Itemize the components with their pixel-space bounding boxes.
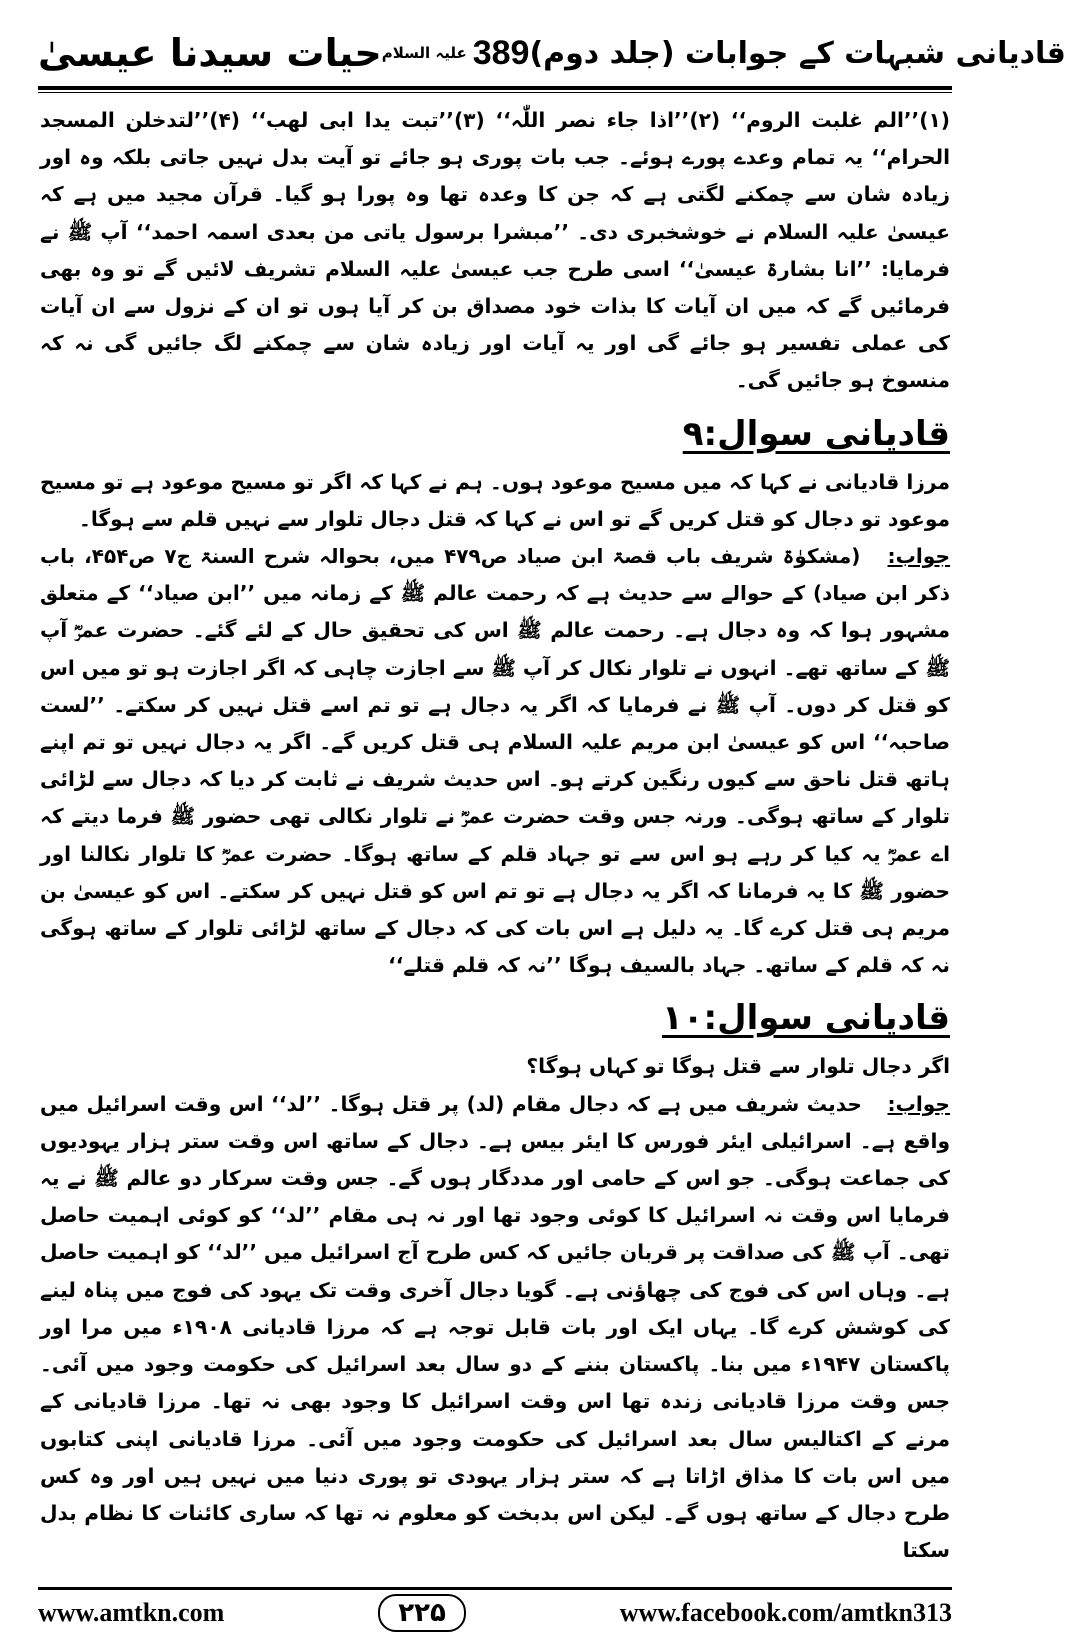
answer-10-text: حدیث شریف میں ہے کہ دجال مقام (لد) پر قتل ہوگا۔ ’’لد‘‘ اس وقت اسرائیل میں واقع ہے۔ اسرائیلی ایئر فورس کا ایئر بیس ہے۔ دجال کے ساتھ اس وقت ستر ہزار یہودیوں کی جماعت ہوگی۔ جو اس کے حامی اور مددگار ہوں گے۔ جس وقت سرکار دو عالم ﷺ نے یہ فرمایا اس وقت نہ اسرائیل کا کوئی وجود تھا اور نہ ہی مقام ’’لد‘‘ کو کوئی اہمیت حاصل تھی۔ آپ ﷺ کی صداقت پر قربان جائیں کہ کس طرح آج اسرائیل میں ’’لد‘‘ کو اہمیت حاصل ہے۔ وہاں اس کی فوج کی چھاؤنی ہے۔ گویا دجال آخری وقت تک یہود کی فوج میں پناہ لینے کی کوشش کرے گا۔ یہاں ایک اور بات قابل توجہ ہے کہ مرزا قادیانی ۱۹۰۸ء میں مرا اور پاکستان ۱۹۴۷ء میں بنا۔ پاکستان بننے کے دو سال بعد اسرائیل کی حکومت وجود میں آئی۔ جس وقت مرزا قادیانی زندہ تھا اس وقت اسرائیل کا وجود بھی نہ تھا۔ مرزا قادیانی کے مرنے کے اکتالیس سال بعد اسرائیل کی حکومت وجود میں آئی۔ مرزا قادیانی اپنی کتابوں میں اس بات کا مذاق اڑاتا ہے کہ ستر ہزار یہودی تو پوری دنیا میں نہیں ہیں اور وہ کس طرح دجال کے ساتھ ہوں گے۔ لیکن اس بدبخت کو معلوم نہ تھا کہ ساری کائنات کا نظام بدل سکتا [40, 1091, 950, 1563]
book-title: حیات سیدنا عیسیٰ [38, 31, 382, 75]
paragraph-intro: (۱)’’الم غلبت الروم‘‘ (۲)’’اذا جاء نصر اللّٰہ‘‘ (۳)’’تبت یدا ابی لھب‘‘ (۴)’’لتدخلن المسجد الحرام‘‘ یہ تمام وعدے پورے ہوئے۔ جب بات پوری ہو جائے تو آیت بدل نہیں جاتی بلکہ وہ اور زیادہ شان سے چمکنے لگتی ہے کہ جن کا وعدہ تھا وہ پورا ہو گیا۔ قرآن مجید میں ہے کہ عیسیٰ علیہ السلام نے خوشخبری دی۔ ’’مبشرا برسول یاتی من بعدی اسمہ احمد‘‘ آپ ﷺ نے فرمایا: ’’انا بشارۃ عیسیٰ‘‘ اسی طرح جب عیسیٰ علیہ السلام تشریف لائیں گے تو وہ بھی فرمائیں گے کہ میں ان آیات کا بذات خود مصداق بن کر آیا ہوں تو ان کے نزول سے ان آیات کی عملی تفسیر ہو جائے گی اور یہ آیات اور زیادہ شان سے چمکنے لگ جائیں گی نہ کہ منسوخ ہو جائیں گی۔ [40, 108, 950, 393]
honorific: علیہ السلام [381, 44, 467, 62]
answer-9-text: حدیث ہے کہ رحمت عالم ﷺ کے زمانہ میں ’’ابن صیاد‘‘ کے متعلق مشہور ہوا کہ وہ دجال ہے۔ رحمت عالم ﷺ اس کی تحقیق حال کے لئے گئے۔ حضرت عمرؓ آپ ﷺ کے ساتھ تھے۔ انہوں نے تلوار نکال کر آپ ﷺ سے اجازت چاہی کہ اگر اجازت ہو تو میں اس کو قتل کر دوں۔ آپ ﷺ نے فرمایا کہ اگر یہ دجال ہے تو تم اسے قتل نہیں کر سکتے۔ ’’لست صاحبہ‘‘ اس کو عیسیٰ ابن مریم علیہ السلام ہی قتل کریں گے۔ اگر یہ دجال نہیں تو تم اپنے ہاتھ قتل ناحق سے کیوں رنگین کرتے ہو۔ اس حدیث شریف نے ثابت کر دیا کہ دجال سے لڑائی تلوار کے ساتھ ہوگی۔ ورنہ جس وقت حضرت عمرؓ نے تلوار نکالی تھی حضور ﷺ فرما دیتے کہ اے عمرؓ یہ کیا کر رہے ہو اس سے تو جہاد قلم کے ساتھ ہوگا۔ حضرت عمرؓ کا تلوار نکالنا اور حضور ﷺ کا یہ فرمانا کہ اگر یہ دجال ہے تو تم اس کو قتل نہیں کر سکتے۔ اس کو عیسیٰ بن مریم ہی قتل کرے گا۔ یہ دلیل ہے اس بات کی کہ دجال کے ساتھ لڑائی تلوار کے ساتھ ہوگی نہ کہ قلم کے ساتھ۔ جہاد بالسیف ہوگا ’’نہ کہ قلم قتلے‘‘ [40, 581, 950, 978]
header-rule-thin [38, 92, 952, 93]
website-link[interactable]: www.amtkn.com [38, 1598, 225, 1627]
question-10-heading: قادیانی سوال:۱۰ [661, 998, 950, 1039]
answer-10-label: جواب: [887, 1091, 950, 1116]
page-header [38, 22, 1066, 84]
answer-9-reference: (مشکوٰۃ شریف باب قصۃ ابن صیاد ص۴۷۹ میں، بحوالہ شرح السنۃ ج۷ ص۴۵۴، باب ذکر ابن صیاد) کے حوالے سے [40, 544, 950, 606]
header-page-number: 389 [472, 33, 530, 72]
question-9-text: مرزا قادیانی نے کہا کہ میں مسیح موعود ہوں۔ ہم نے کہا کہ اگر تو مسیح موعود ہے تو مسیح موعود تو دجال کو قتل کریں گے تو اس نے کہا کہ قتل دجال تلوار سے نہیں قلم سے ہوگا۔ [40, 469, 950, 531]
facebook-link[interactable]: www.facebook.com/amtkn313 [619, 1598, 952, 1627]
page-footer [38, 1592, 952, 1634]
question-9-heading: قادیانی سوال:۹ [682, 413, 950, 454]
question-10-text: اگر دجال تلوار سے قتل ہوگا تو کہاں ہوگا؟ [526, 1054, 950, 1079]
header-book-title-group [38, 31, 473, 75]
footer-page-number: ۲۲۵ [378, 1594, 466, 1632]
answer-10 [40, 1086, 950, 1570]
header-rule [38, 86, 952, 90]
answer-9 [40, 538, 950, 984]
footer-rule [38, 1587, 952, 1590]
volume-title: قادیانی شبہات کے جوابات (جلد دوم) [529, 35, 1066, 71]
main-content [40, 102, 950, 1569]
answer-9-label: جواب: [887, 544, 951, 569]
